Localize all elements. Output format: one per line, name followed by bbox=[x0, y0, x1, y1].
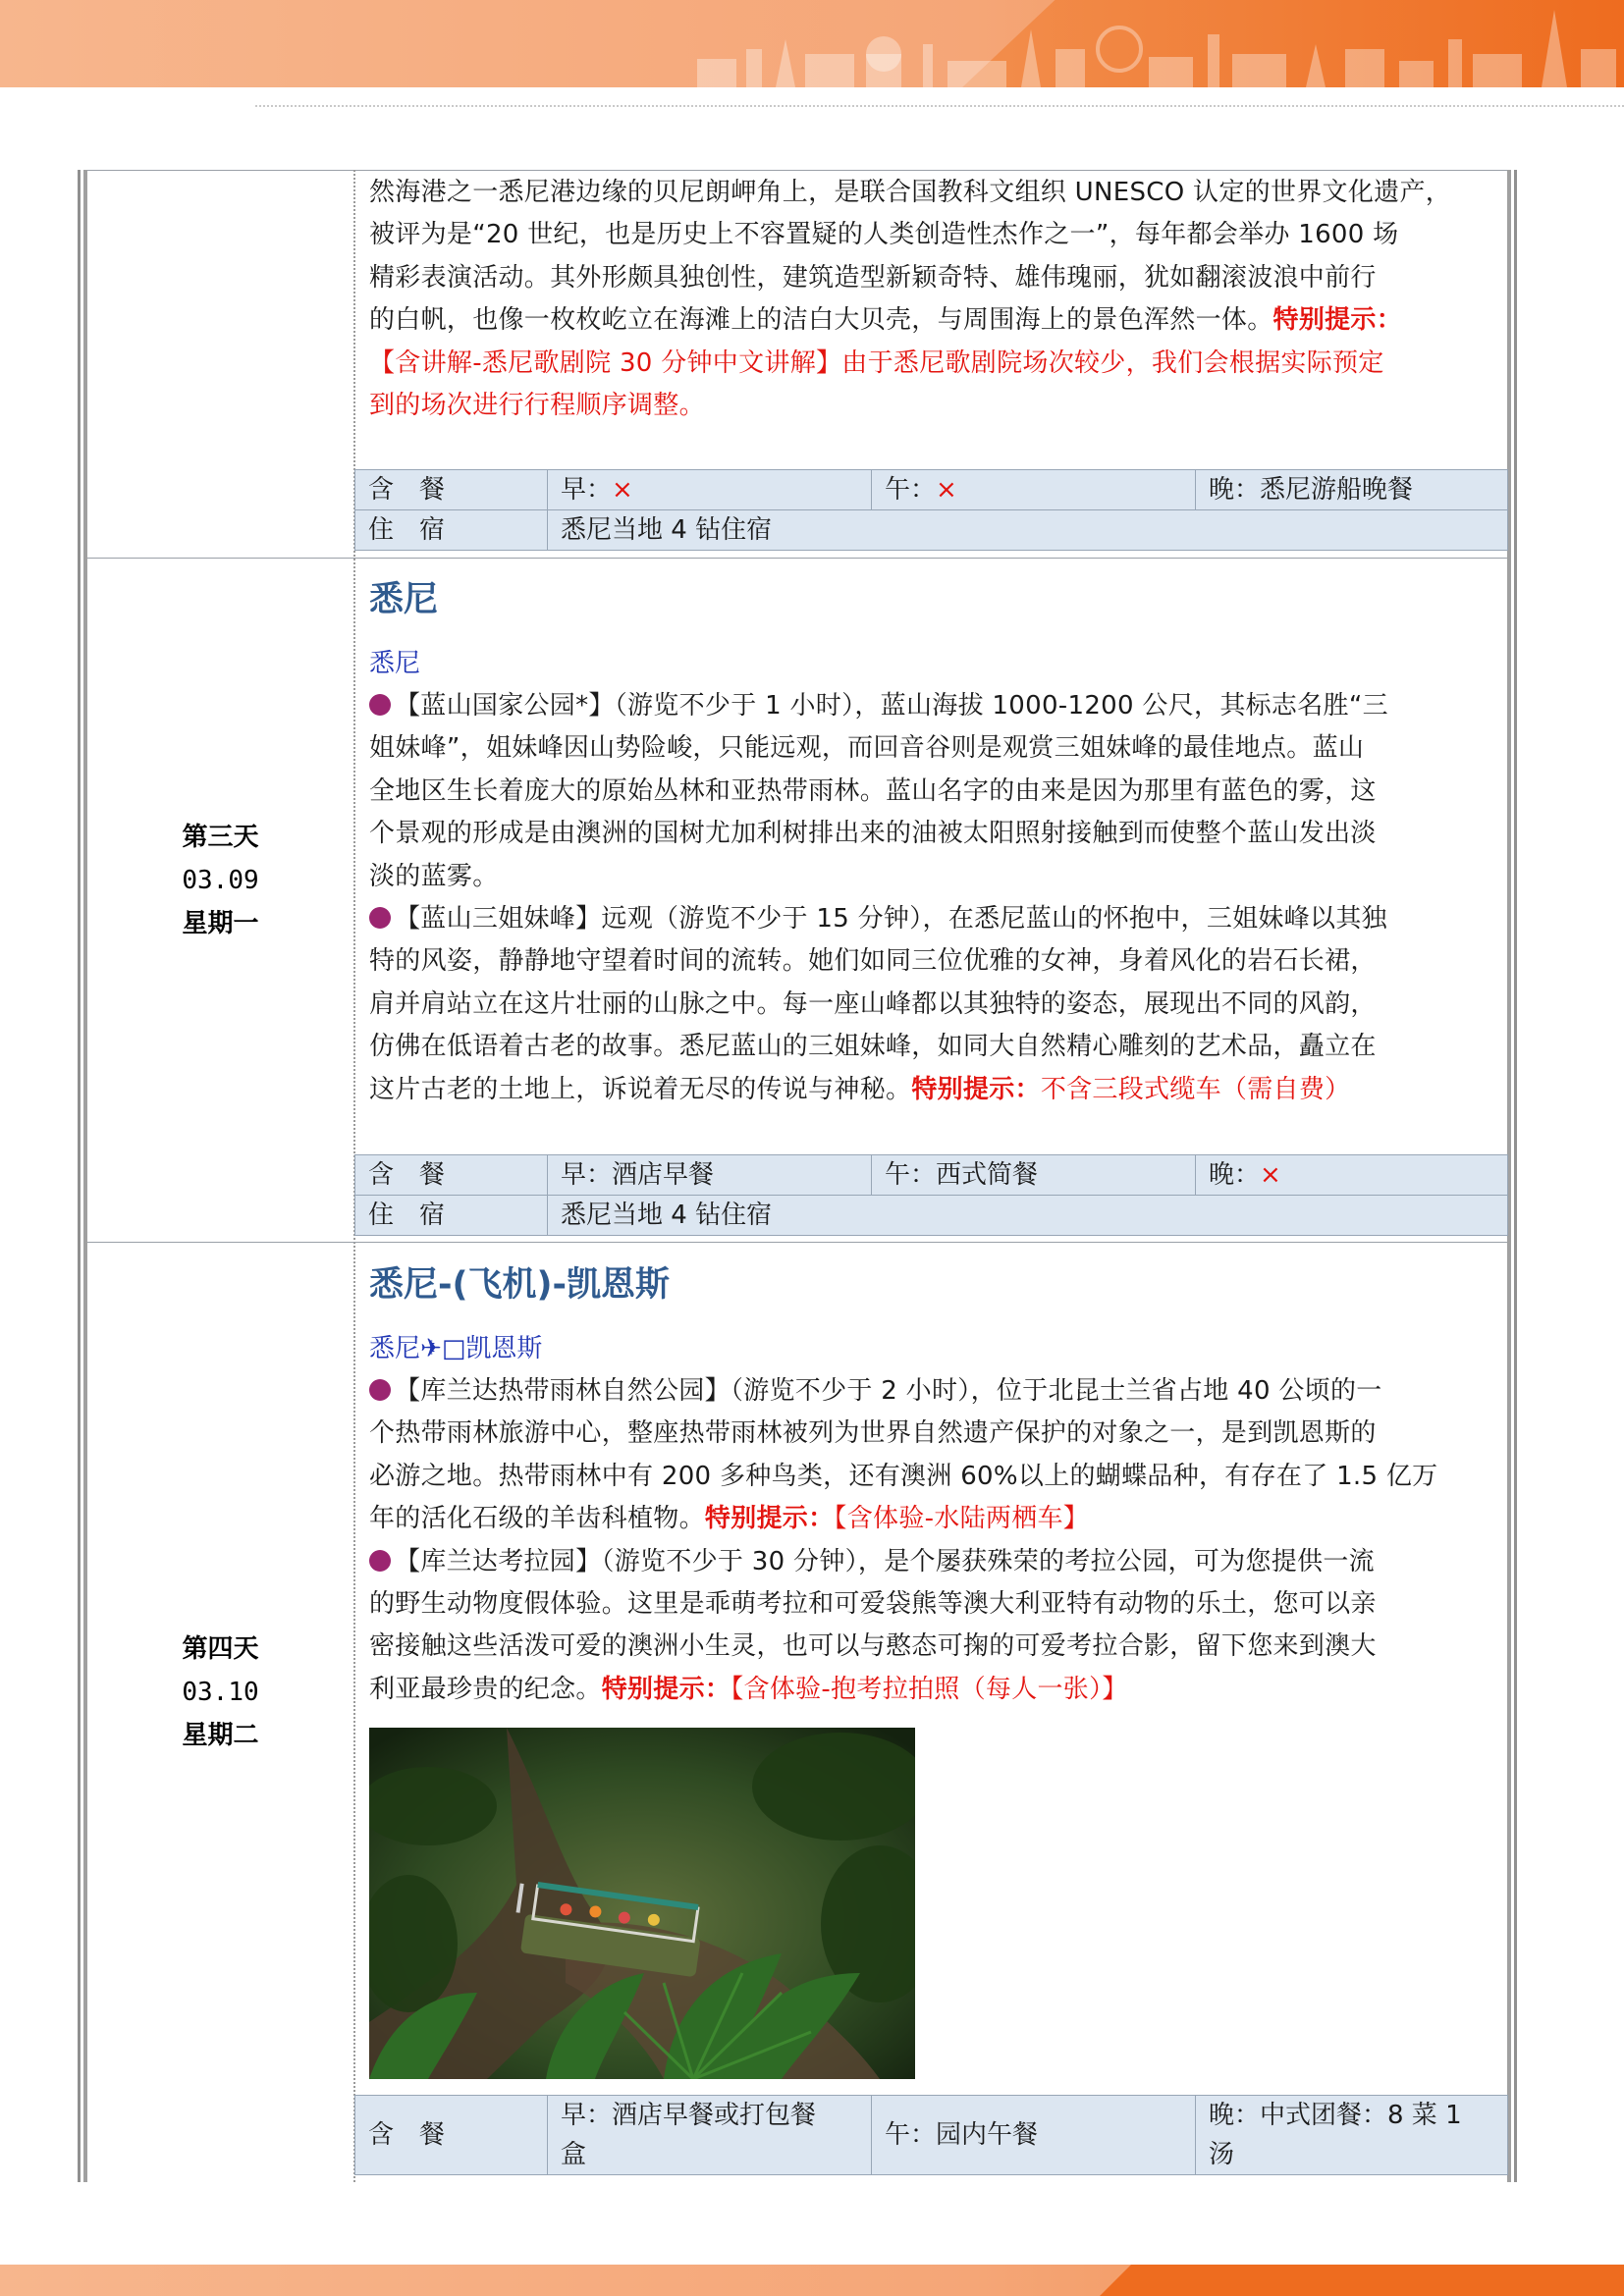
meal-row bbox=[355, 2096, 1508, 2175]
text-line: 个景观的形成是由澳洲的国树尤加利树排出来的油被太阳照射接触到而使整个蓝山发出淡 bbox=[369, 819, 1377, 849]
day-weekday: 星期一 bbox=[182, 909, 259, 938]
text-line: 姐妹峰”，姐妹峰因山势险峻，只能远观，而回音谷则是观赏三姐妹峰的最佳地点。蓝山 bbox=[369, 733, 1365, 764]
text-line: 早：酒店早餐或打包餐 bbox=[561, 2101, 817, 2130]
dinner-cell bbox=[1196, 1155, 1508, 1196]
cross-icon: × bbox=[936, 475, 957, 505]
hotel-value: 悉尼当地 4 钻住宿 bbox=[548, 510, 1508, 551]
text-line bbox=[369, 1669, 1498, 1711]
table-left-border bbox=[78, 170, 87, 2182]
tip-label: 特别提示： bbox=[1272, 305, 1403, 336]
lunch-cell: 午：西式简餐 bbox=[872, 1155, 1196, 1196]
tip-text-line: 到的场次进行行程顺序调整。 bbox=[369, 391, 705, 421]
dinner-label: 晚： bbox=[1209, 1160, 1261, 1190]
text-line: 特的风姿，静静地守望着时间的流转。她们如同三位优雅的女神，身着风化的岩石长裙， bbox=[369, 946, 1377, 977]
day3-description bbox=[369, 685, 1498, 1111]
row-separator bbox=[87, 1242, 1507, 1243]
footer-accent bbox=[1100, 2265, 1624, 2296]
lunch-cell: 午：园内午餐 bbox=[872, 2096, 1196, 2175]
tip-label: 特别提示： bbox=[704, 1504, 835, 1534]
tip-text: 【含体验-水陆两栖车】 bbox=[834, 1504, 1090, 1534]
header-dotted-rule bbox=[255, 105, 1624, 107]
breakfast-cell bbox=[548, 2096, 872, 2175]
tip-text-line: 【含讲解-悉尼歌剧院 30 分钟中文讲解】由于悉尼歌剧院场次较少，我们会根据实际预定 bbox=[369, 347, 1384, 378]
text-segment: 的白帆，也像一枚枚屹立在海滩上的洁白大贝壳，与周围海上的景色浑然一体。 bbox=[369, 305, 1273, 336]
day4-label bbox=[87, 1628, 353, 1757]
text-line: 淡的蓝雾。 bbox=[369, 861, 499, 891]
text-segment: 这片古老的土地上，诉说着无尽的传说与神秘。 bbox=[369, 1074, 912, 1104]
meal-row bbox=[355, 1155, 1508, 1196]
hotel-label: 住 宿 bbox=[355, 510, 548, 551]
text-line: 晚：中式团餐：8 菜 1 bbox=[1209, 2101, 1462, 2130]
text-line: 密接触这些活泼可爱的澳洲小生灵，也可以与憨态可掬的可爱考拉合影，留下您来到澳大 bbox=[369, 1631, 1377, 1662]
day4-meal-table bbox=[354, 2095, 1508, 2175]
route-from: 悉尼 bbox=[369, 1334, 421, 1363]
text-line: 的野生动物度假体验。这里是乖萌考拉和可爱袋熊等澳大利亚特有动物的乐土，您可以亲 bbox=[369, 1589, 1377, 1620]
text-line bbox=[369, 1541, 1498, 1583]
day-number: 第四天 bbox=[182, 1634, 259, 1664]
meal-label: 含 餐 bbox=[355, 1155, 548, 1196]
bullet-icon bbox=[369, 1379, 391, 1401]
bullet-icon bbox=[369, 1550, 391, 1572]
breakfast-cell bbox=[548, 470, 872, 510]
text-line bbox=[369, 685, 1498, 727]
day4-title: 悉尼-(飞机)-凯恩斯 bbox=[369, 1265, 671, 1305]
meal-label: 含 餐 bbox=[355, 470, 548, 510]
day3-route: 悉尼 bbox=[369, 649, 421, 678]
text-line: 全地区生长着庞大的原始丛林和亚热带雨林。蓝山名字的由来是因为那里有蓝色的雾，这 bbox=[369, 775, 1377, 806]
text-line: 必游之地。热带雨林中有 200 多种鸟类，还有澳洲 60%以上的蝴蝶品种，有存在了 1.5 亿万 bbox=[369, 1461, 1438, 1491]
text-segment: 【库兰达热带雨林自然公园】（游览不少于 2 小时），位于北昆士兰省占地 40 公顷的一 bbox=[395, 1376, 1382, 1406]
text-segment: 年的活化石级的羊齿科植物。 bbox=[369, 1504, 705, 1534]
text-line: 汤 bbox=[1209, 2140, 1235, 2169]
dinner-cell: 晚：悉尼游船晚餐 bbox=[1196, 470, 1508, 510]
day-weekday: 星期二 bbox=[182, 1721, 259, 1750]
day-date: 03.10 bbox=[182, 1678, 259, 1707]
text-line: 盒 bbox=[561, 2140, 587, 2169]
tip-label: 特别提示： bbox=[601, 1674, 731, 1704]
airplane-icon: ✈ bbox=[420, 1334, 442, 1363]
dinner-cell bbox=[1196, 2096, 1508, 2175]
rainforest-photo bbox=[369, 1728, 915, 2079]
day-date: 03.09 bbox=[182, 866, 259, 895]
tip-text: 【含体验-抱考拉拍照（每人一张）】 bbox=[731, 1674, 1128, 1704]
hotel-value: 悉尼当地 4 钻住宿 bbox=[548, 1196, 1508, 1236]
tip-label: 特别提示： bbox=[911, 1074, 1041, 1104]
hotel-row bbox=[355, 510, 1508, 551]
text-line bbox=[369, 299, 1498, 342]
meal-label: 含 餐 bbox=[355, 2096, 548, 2175]
day3-meal-table bbox=[354, 1154, 1508, 1236]
text-segment: 利亚最珍贵的纪念。 bbox=[369, 1674, 602, 1704]
lunch-cell bbox=[872, 470, 1196, 510]
hotel-label: 住 宿 bbox=[355, 1196, 548, 1236]
hotel-row bbox=[355, 1196, 1508, 1236]
route-to: 凯恩斯 bbox=[465, 1334, 543, 1363]
text-line bbox=[369, 1370, 1498, 1413]
tip-text: 不含三段式缆车（需自费） bbox=[1040, 1074, 1351, 1104]
cross-icon: × bbox=[612, 475, 633, 505]
day4-description bbox=[369, 1370, 1498, 1711]
text-line bbox=[369, 1069, 1498, 1111]
bullet-icon bbox=[369, 907, 391, 929]
text-segment: 【蓝山国家公园*】（游览不少于 1 小时），蓝山海拔 1000-1200 公尺，其标志名胜“三 bbox=[395, 691, 1388, 721]
day-number: 第三天 bbox=[182, 823, 259, 852]
meal-row bbox=[355, 470, 1508, 510]
placeholder-box-icon: □ bbox=[441, 1334, 466, 1363]
text-line bbox=[369, 1498, 1498, 1540]
cross-icon: × bbox=[1260, 1160, 1281, 1190]
intro-description bbox=[369, 172, 1498, 427]
lunch-label: 午： bbox=[885, 475, 937, 505]
page-header-band bbox=[0, 0, 1624, 87]
breakfast-label: 早： bbox=[561, 475, 613, 505]
row-separator bbox=[87, 558, 1507, 559]
intro-meal-table bbox=[354, 469, 1508, 551]
text-line: 个热带雨林旅游中心，整座热带雨林被列为世界自然遗产保护的对象之一，是到凯恩斯的 bbox=[369, 1418, 1377, 1449]
bullet-icon bbox=[369, 694, 391, 716]
text-segment: 【蓝山三姐妹峰】远观（游览不少于 15 分钟），在悉尼蓝山的怀抱中，三姐妹峰以其独 bbox=[395, 904, 1387, 934]
text-line: 被评为是“20 世纪，也是历史上不容置疑的人类创造性杰作之一”，每年都会举办 1600 场 bbox=[369, 220, 1399, 250]
text-line: 肩并肩站立在这片壮丽的山脉之中。每一座山峰都以其独特的姿态，展现出不同的风韵， bbox=[369, 988, 1377, 1019]
text-line: 仿佛在低语着古老的故事。悉尼蓝山的三姐妹峰，如同大自然精心雕刻的艺术品，矗立在 bbox=[369, 1032, 1377, 1062]
text-segment: 【库兰达考拉园】（游览不少于 30 分钟），是个屡获殊荣的考拉公园，可为您提供一流 bbox=[395, 1546, 1375, 1576]
text-line: 精彩表演活动。其外形颇具独创性，建筑造型新颖奇特、雄伟瑰丽，犹如翻滚波浪中前行 bbox=[369, 262, 1377, 293]
table-right-border bbox=[1507, 170, 1517, 2182]
day3-title: 悉尼 bbox=[369, 580, 439, 619]
breakfast-cell: 早：酒店早餐 bbox=[548, 1155, 872, 1196]
city-skyline-icon bbox=[677, 0, 1624, 87]
day4-route bbox=[369, 1331, 542, 1366]
table-top-border bbox=[87, 170, 1507, 171]
text-line: 然海港之一悉尼港边缘的贝尼朗岬角上，是联合国教科文组织 UNESCO 认定的世界文化遗产， bbox=[369, 178, 1452, 207]
day3-label bbox=[87, 816, 353, 945]
text-line bbox=[369, 898, 1498, 940]
page-footer-band bbox=[0, 2265, 1624, 2296]
